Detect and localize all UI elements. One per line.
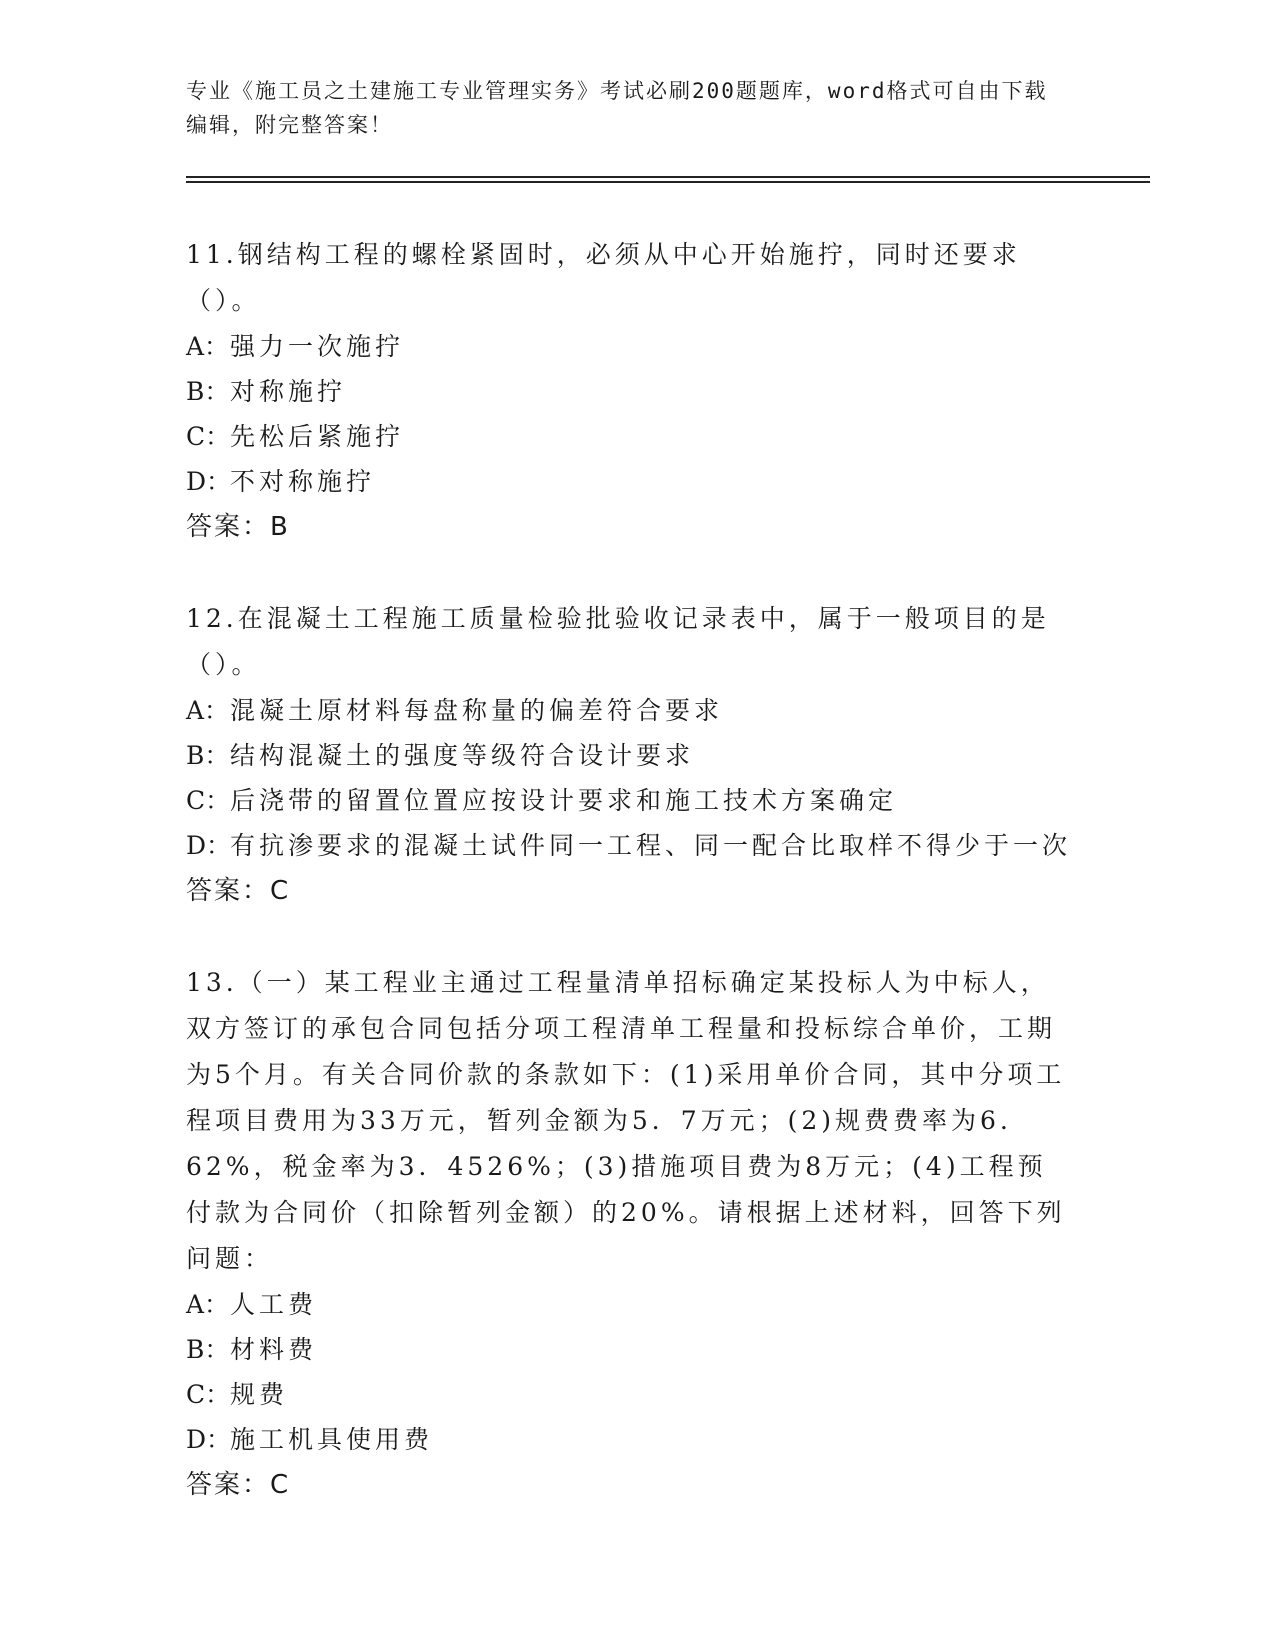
option-a xyxy=(186,324,1066,369)
option-text: 结构混凝土的强度等级符合设计要求 xyxy=(230,741,695,770)
option-text: 规费 xyxy=(230,1380,289,1409)
option-key: C： xyxy=(186,422,231,451)
option-key: B： xyxy=(186,1335,230,1364)
answer: 答案：B xyxy=(186,512,290,542)
option-key: A： xyxy=(186,1290,230,1319)
option-key: B： xyxy=(186,741,230,770)
option-text: 对称施拧 xyxy=(230,377,347,406)
option-key: D： xyxy=(186,1425,232,1454)
option-key: C： xyxy=(186,1380,231,1409)
header-rule-top xyxy=(186,176,1150,178)
document-header: 专业《施工员之土建施工专业管理实务》考试必刷200题题库，word格式可自由下载编辑，附完整答案！ xyxy=(186,79,1048,137)
option-b xyxy=(186,1327,1066,1372)
option-key: B： xyxy=(186,377,230,406)
option-text: 混凝土原材料每盘称量的偏差符合要求 xyxy=(230,696,724,725)
option-a xyxy=(186,1282,1066,1327)
option-a xyxy=(186,688,1066,733)
question-12 xyxy=(186,596,1072,914)
option-c xyxy=(186,1372,1066,1417)
option-c xyxy=(186,778,1066,823)
option-key: D： xyxy=(186,467,232,496)
question-text: 11.钢结构工程的螺栓紧固时，必须从中心开始施拧，同时还要求（）。 xyxy=(186,240,1021,315)
option-key: A： xyxy=(186,696,230,725)
question-text: 13.（一）某工程业主通过工程量清单招标确定某投标人为中标人，双方签订的承包合同包括分项工程清单工程量和投标综合单价，工期为5个月。有关合同价款的条款如下：(1)采用单价合同，其中分项工程项目费用为33万元，暂列金额为5．7万元；(2)规费费率为6．62%，税金率为3．4526%；(3)措施项目费为8万元；(4)工程预付款为合同价（扣除暂列金额）的20%。请根据上述材料，回答下列问题： xyxy=(186,968,1066,1273)
option-b xyxy=(186,733,1066,778)
option-d xyxy=(186,1417,1066,1462)
option-text: 强力一次施拧 xyxy=(230,332,405,361)
option-d xyxy=(186,459,1066,504)
option-key: C： xyxy=(186,786,231,815)
option-d xyxy=(186,823,1072,868)
option-c xyxy=(186,414,1066,459)
option-text: 人工费 xyxy=(230,1290,318,1319)
option-key: A： xyxy=(186,332,230,361)
question-text: 12.在混凝土工程施工质量检验批验收记录表中，属于一般项目的是（）。 xyxy=(186,604,1050,679)
header-rule-bottom xyxy=(186,181,1150,183)
answer: 答案：C xyxy=(186,1470,291,1500)
question-13 xyxy=(186,960,1066,1508)
option-b xyxy=(186,369,1066,414)
question-11 xyxy=(186,232,1066,550)
option-text: 有抗渗要求的混凝土试件同一工程、同一配合比取样不得少于一次 xyxy=(230,831,1072,860)
option-text: 先松后紧施拧 xyxy=(230,422,405,451)
answer: 答案：C xyxy=(186,876,291,906)
option-text: 施工机具使用费 xyxy=(230,1425,434,1454)
option-text: 材料费 xyxy=(230,1335,318,1364)
option-text: 不对称施拧 xyxy=(230,467,376,496)
option-text: 后浇带的留置位置应按设计要求和施工技术方案确定 xyxy=(230,786,898,815)
option-key: D： xyxy=(186,831,232,860)
